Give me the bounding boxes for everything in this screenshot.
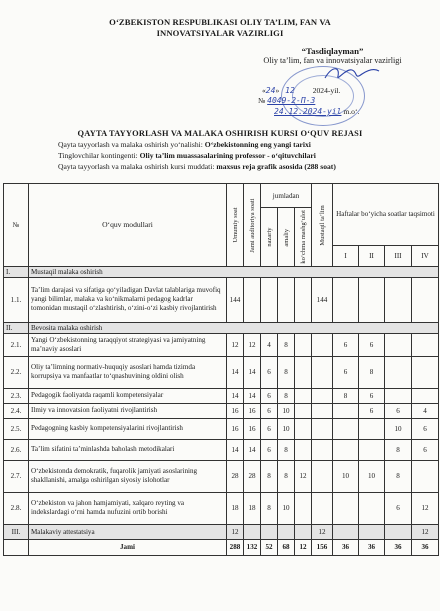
total-week-1: 36 — [333, 539, 359, 555]
row-week-4 — [412, 277, 439, 322]
row-module-name: Ta’lim darajasi va sifatiga qo‘yiladigan Davlat talablariga muvofiq yangi bilimlar, malaka va ko‘nikmalarni pedagog kadrlar tomonidan mustaqil o‘zlashtirish, o‘zini-o‘zi kasbiy rivojlantirish — [29, 277, 227, 322]
ministry-title-line1: O‘ZBEKISTON RESPUBLIKASI OLIY TA’LIM, FAN VA — [109, 17, 331, 27]
attestation-independent: 12 — [312, 524, 333, 539]
duration-value: maxsus reja grafik asosida (288 soat) — [216, 162, 336, 171]
row-week-3: 10 — [385, 418, 412, 439]
header-including: jumladan — [261, 184, 312, 208]
row-week-1: 6 — [333, 356, 359, 388]
row-week-2: 10 — [359, 460, 385, 492]
total-total: 288 — [227, 539, 244, 555]
row-field — [295, 418, 312, 439]
table-row — [4, 403, 439, 418]
row-practical: 8 — [278, 388, 295, 403]
direction-label: Qayta tayyorlash va malaka oshirish yo‘nalishi: — [58, 140, 205, 149]
header-week-3: III — [385, 246, 412, 266]
row-total: 14 — [227, 388, 244, 403]
direction-line — [58, 140, 311, 149]
row-week-4: 4 — [412, 403, 439, 418]
header-modules: O‘quv modullari — [29, 184, 227, 267]
row-week-1 — [333, 492, 359, 524]
row-week-3 — [385, 356, 412, 388]
plan-title: QAYTA TAYYORLASH VA MALAKA OSHIRISH KURSI O‘QUV REJASI — [77, 129, 363, 138]
section-title: Mustaqil malaka oshirish — [29, 266, 439, 277]
row-module-name: Yangi O‘zbekistonning taraqqiyot strategiyasi va jamiyatning ma’naviy asoslari — [29, 333, 227, 356]
total-week-4: 36 — [412, 539, 439, 555]
approval-number-hand: 4049-2-П-3 — [267, 96, 316, 105]
row-week-2: 6 — [359, 333, 385, 356]
total-theory: 52 — [261, 539, 278, 555]
row-independent — [312, 388, 333, 403]
row-no: 2.8. — [4, 492, 29, 524]
table-row — [4, 492, 439, 524]
row-practical: 8 — [278, 356, 295, 388]
row-independent — [312, 356, 333, 388]
row-week-2: 8 — [359, 356, 385, 388]
row-no: 2.5. — [4, 418, 29, 439]
row-week-1: 6 — [333, 333, 359, 356]
total-label: Jami — [29, 539, 227, 555]
row-no: 2.7. — [4, 460, 29, 492]
approval-month-hand: 12 — [285, 86, 295, 95]
section-title: Bevosita malaka oshirish — [29, 322, 439, 333]
approval-year-suffix: 2024-yil. — [312, 86, 341, 95]
row-week-1 — [333, 277, 359, 322]
row-auditorium: 18 — [244, 492, 261, 524]
row-week-2 — [359, 418, 385, 439]
row-total: 18 — [227, 492, 244, 524]
row-field — [295, 356, 312, 388]
row-week-4 — [412, 388, 439, 403]
row-theory: 6 — [261, 439, 278, 460]
header-week-2: II — [359, 246, 385, 266]
total-field: 12 — [295, 539, 312, 555]
total-week-2: 36 — [359, 539, 385, 555]
attestation-week-4: 12 — [412, 524, 439, 539]
row-no: 2.6. — [4, 439, 29, 460]
row-module-name: O‘zbekistonda demokratik, fuqarolik jamiyati asoslarining shakllanishi, amalga oshirilgan siyosiy islohotlar — [29, 460, 227, 492]
row-total: 14 — [227, 356, 244, 388]
row-field — [295, 403, 312, 418]
row-week-4 — [412, 333, 439, 356]
row-week-2 — [359, 492, 385, 524]
row-week-4: 6 — [412, 439, 439, 460]
table-row — [4, 333, 439, 356]
row-field — [295, 333, 312, 356]
row-week-4: 6 — [412, 418, 439, 439]
row-theory: 4 — [261, 333, 278, 356]
contingent-line — [58, 151, 316, 160]
row-module-name: Pedagogik faoliyatda raqamli kompetensiyalar — [29, 388, 227, 403]
row-auditorium: 16 — [244, 403, 261, 418]
total-practical: 68 — [278, 539, 295, 555]
row-week-3 — [385, 388, 412, 403]
duration-line — [58, 162, 336, 171]
total-week-3: 36 — [385, 539, 412, 555]
approval-day-hand: 24 — [265, 86, 276, 95]
row-total: 12 — [227, 333, 244, 356]
row-module-name: Ilmiy va innovatsion faoliyatni rivojlantirish — [29, 403, 227, 418]
total-row — [4, 539, 439, 555]
row-week-2: 6 — [359, 388, 385, 403]
row-module-name: Ta’lim sifatini ta’minlashda baholash metodikalari — [29, 439, 227, 460]
approval-date2-hand: 24.12.2024-yil — [274, 107, 342, 116]
duration-label: Qayta tayyorlash va malaka oshirish kursi muddati: — [58, 162, 217, 171]
row-week-3: 6 — [385, 403, 412, 418]
approval-number-line — [258, 96, 315, 105]
direction-value: O‘zbekistonning eng yangi tarixi — [204, 140, 311, 149]
header-auditorium: Jami auditoriya soati — [244, 184, 261, 267]
row-no: 2.3. — [4, 388, 29, 403]
approval-position: Oliy ta’lim, fan va innovatsiyalar vazirligi — [263, 56, 402, 65]
row-auditorium: 14 — [244, 388, 261, 403]
header-weekly: Haftalar bo‘yicha soatlar taqsimoti — [333, 184, 439, 246]
row-week-3 — [385, 277, 412, 322]
row-week-4: 12 — [412, 492, 439, 524]
row-auditorium: 12 — [244, 333, 261, 356]
row-auditorium — [244, 277, 261, 322]
header-total: Umumiy soat — [227, 184, 244, 267]
row-total: 28 — [227, 460, 244, 492]
row-theory: 8 — [261, 460, 278, 492]
table-row — [4, 388, 439, 403]
header-week-4: IV — [412, 246, 439, 266]
table-row — [4, 439, 439, 460]
row-auditorium: 14 — [244, 356, 261, 388]
row-no: 2.2. — [4, 356, 29, 388]
row-field — [295, 439, 312, 460]
row-no: 1.1. — [4, 277, 29, 322]
header-practical: amaliy — [278, 208, 295, 267]
header-independent: Mustaqil ta’lim — [312, 184, 333, 267]
attestation-name: Malakaviy attestatsiya — [29, 524, 227, 539]
row-week-4 — [412, 460, 439, 492]
row-module-name: Pedagogning kasbiy kompetensiyalarini rivojlantirish — [29, 418, 227, 439]
total-auditorium: 132 — [244, 539, 261, 555]
approval-date-line: «24» 12 2024-yil. — [262, 86, 341, 95]
row-field: 12 — [295, 460, 312, 492]
row-week-3 — [385, 333, 412, 356]
row-module-name: Oliy ta’limning normativ-huquqiy asoslari hamda tizimda korrupsiya va manfaatlar to‘qnashuvining oldini olish — [29, 356, 227, 388]
row-theory: 6 — [261, 403, 278, 418]
row-week-2 — [359, 277, 385, 322]
header-no: № — [4, 184, 29, 267]
total-independent: 156 — [312, 539, 333, 555]
row-week-4 — [412, 356, 439, 388]
row-week-1 — [333, 418, 359, 439]
row-practical: 10 — [278, 403, 295, 418]
row-week-1 — [333, 439, 359, 460]
row-theory — [261, 277, 278, 322]
attestation-row — [4, 524, 439, 539]
row-independent — [312, 460, 333, 492]
ministry-title-line2: INNOVATSIYALAR VAZIRLIGI — [156, 28, 284, 38]
row-total: 14 — [227, 439, 244, 460]
row-theory: 6 — [261, 356, 278, 388]
row-practical: 10 — [278, 418, 295, 439]
approval-mo: m.o‘. — [343, 107, 360, 116]
header-week-1: I — [333, 246, 359, 266]
row-field — [295, 277, 312, 322]
table-row — [4, 356, 439, 388]
row-week-3: 6 — [385, 492, 412, 524]
row-week-3: 8 — [385, 460, 412, 492]
row-independent — [312, 418, 333, 439]
row-practical: 8 — [278, 439, 295, 460]
section-no: I. — [4, 266, 29, 277]
row-week-3: 8 — [385, 439, 412, 460]
row-week-1: 10 — [333, 460, 359, 492]
row-field — [295, 492, 312, 524]
attestation-no: III. — [4, 524, 29, 539]
row-practical: 8 — [278, 333, 295, 356]
row-no: 2.1. — [4, 333, 29, 356]
row-week-2: 6 — [359, 403, 385, 418]
row-theory: 8 — [261, 492, 278, 524]
table-row — [4, 277, 439, 322]
row-independent: 144 — [312, 277, 333, 322]
row-auditorium: 16 — [244, 418, 261, 439]
attestation-total: 12 — [227, 524, 244, 539]
row-no: 2.4. — [4, 403, 29, 418]
header-theory: nazariy — [261, 208, 278, 267]
row-practical: 8 — [278, 460, 295, 492]
row-auditorium: 28 — [244, 460, 261, 492]
row-independent — [312, 492, 333, 524]
row-week-1 — [333, 403, 359, 418]
row-independent — [312, 403, 333, 418]
row-field — [295, 388, 312, 403]
row-independent — [312, 439, 333, 460]
approval-title: “Tasdiqlayman” — [301, 46, 364, 56]
row-theory: 6 — [261, 388, 278, 403]
contingent-value: Oliy ta’lim muassasalarining professor - o‘qituvchilari — [139, 151, 316, 160]
contingent-label: Tinglovchilar kontingenti: — [58, 151, 140, 160]
header-field: ko‘chma mashg‘ulot — [295, 208, 312, 267]
row-total: 16 — [227, 418, 244, 439]
approval-number-prefix: № — [258, 96, 266, 105]
section-no: II. — [4, 322, 29, 333]
approval-date2-line — [274, 107, 359, 116]
row-practical — [278, 277, 295, 322]
row-independent — [312, 333, 333, 356]
table-row — [4, 460, 439, 492]
row-theory: 6 — [261, 418, 278, 439]
row-auditorium: 14 — [244, 439, 261, 460]
row-week-2 — [359, 439, 385, 460]
row-practical: 10 — [278, 492, 295, 524]
row-week-1: 8 — [333, 388, 359, 403]
row-total: 144 — [227, 277, 244, 322]
curriculum-table — [3, 183, 439, 556]
row-module-name: O‘zbekiston va jahon hamjamiyati, xalqaro reyting va indekslardagi o‘rni hamda nufuzini ortib borishi — [29, 492, 227, 524]
table-row — [4, 418, 439, 439]
row-total: 16 — [227, 403, 244, 418]
